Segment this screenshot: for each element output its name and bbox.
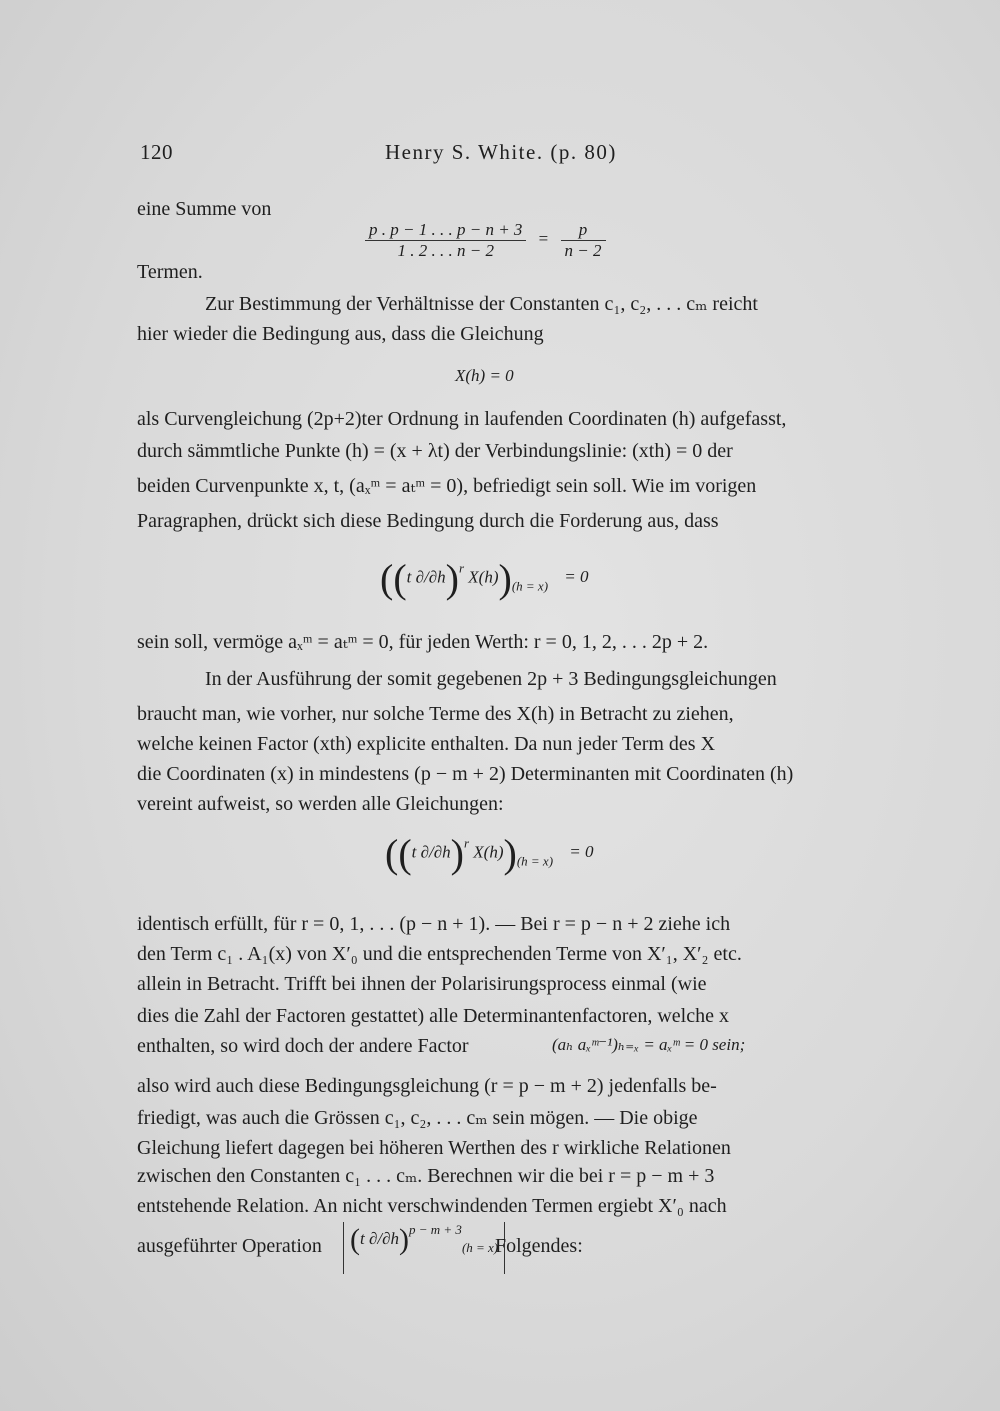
substitution: (h = x) xyxy=(461,1240,499,1255)
text-line: welche keinen Factor (xth) explicite enthalten. Da nun jeder Term des X xyxy=(137,733,716,755)
text-line: Paragraphen, drückt sich diese Bedingung durch die Forderung aus, dass xyxy=(137,510,719,532)
polynomial: X(h) xyxy=(468,567,499,587)
text-line: eine Summe von xyxy=(137,198,272,220)
substitution: (h = x) xyxy=(511,578,549,594)
text-line: als Curvengleichung (2p+2)ter Ordnung in laufenden Coordinaten (h) aufgefasst, xyxy=(137,408,787,430)
page-number: 120 xyxy=(140,140,173,164)
equation-polar-1: ((t ∂/∂h)$^r$ $X(h))_{(h = x)} = 0$ xyxy=(380,556,589,601)
fraction-numerator: p xyxy=(561,220,606,241)
text-line: ausgeführter Operation xyxy=(137,1235,322,1257)
equation-operation xyxy=(343,1222,505,1274)
text-line: friedigt, was auch die Grössen c₁, c₂, . . . cₘ sein mögen. — Die obige xyxy=(137,1107,698,1129)
text-line: Zur Bestimmung der Verhältnisse der Constanten c₁, c₂, . . . cₘ reicht xyxy=(205,293,758,315)
equation-factor: (aₕ aₓᵐ⁻¹)ₕ₌ₓ = aₓᵐ = 0 sein; xyxy=(552,1035,746,1054)
text-line: den Term c₁ . A₁(x) von X′₀ und die entsprechenden Terme von X′₁, X′₂ etc. xyxy=(137,943,742,965)
text-line: allein in Betracht. Trifft bei ihnen der Polarisirungsprocess einmal (wie xyxy=(137,973,707,995)
operation-bracket: (t ∂/∂h)$^{p - m + 3}_{(h = x)}$ xyxy=(343,1222,505,1274)
text-line: also wird auch diese Bedingungsgleichung (r = p − m + 2) jedenfalls be- xyxy=(137,1075,717,1097)
polynomial: X(h) xyxy=(473,842,504,862)
fraction-denominator: n − 2 xyxy=(564,241,602,260)
text-line: beiden Curvenpunkte x, t, (aₓᵐ = aₜᵐ = 0), befriedigt sein soll. Wie im vorigen xyxy=(137,475,757,497)
text-line: sein soll, vermöge aₓᵐ = aₜᵐ = 0, für jeden Werth: r = 0, 1, 2, . . . 2p + 2. xyxy=(137,631,709,653)
text-line: braucht man, wie vorher, nur solche Terme des X(h) in Betracht zu ziehen, xyxy=(137,703,734,725)
fraction-numerator: p . p − 1 . . . p − n + 3 xyxy=(365,220,526,241)
text-line: hier wieder die Bedingung aus, dass die Gleichung xyxy=(137,323,544,345)
exponent: r xyxy=(463,835,470,851)
fraction-right xyxy=(561,220,606,261)
operator: t ∂/∂h xyxy=(411,842,451,862)
equation-fraction xyxy=(365,220,606,261)
text-line: Folgendes: xyxy=(495,1235,583,1257)
operator: t ∂/∂h xyxy=(360,1229,399,1248)
rhs: = 0 xyxy=(569,842,594,862)
text-line: enthalten, so wird doch der andere Factor xyxy=(137,1035,469,1057)
text-line: Termen. xyxy=(137,261,203,283)
substitution: (h = x) xyxy=(516,853,554,869)
operator: t ∂/∂h xyxy=(406,567,446,587)
text-line: die Coordinaten (x) in mindestens (p − m + 2) Determinanten mit Coordinaten (h) xyxy=(137,763,794,785)
fraction-left xyxy=(365,220,526,261)
text-line: In der Ausführung der somit gegebenen 2p + 3 Bedingungsgleichungen xyxy=(205,668,777,690)
text-line: dies die Zahl der Factoren gestattet) alle Determinantenfactoren, welche x xyxy=(137,1005,729,1027)
equation-polar-2: ((t ∂/∂h)$^r$ $X(h))_{(h = x)} = 0$ xyxy=(385,831,594,876)
fraction-denominator: 1 . 2 . . . n − 2 xyxy=(397,241,494,260)
text-line: durch sämmtliche Punkte (h) = (x + λt) der Verbindungslinie: (xth) = 0 der xyxy=(137,440,733,462)
text-line: zwischen den Constanten c₁ . . . cₘ. Berechnen wir die bei r = p − m + 3 xyxy=(137,1165,715,1187)
equation-curve: X(h) = 0 xyxy=(455,366,514,385)
exponent: p − m + 3 xyxy=(409,1222,462,1237)
page-header xyxy=(140,140,860,174)
running-title: Henry S. White. (p. 80) xyxy=(385,140,617,164)
rhs: = 0 xyxy=(564,567,589,587)
text-line: identisch erfüllt, für r = 0, 1, . . . (p − n + 1). — Bei r = p − n + 2 ziehe ich xyxy=(137,913,731,935)
exponent: r xyxy=(458,560,465,576)
equals-sign: = xyxy=(538,229,549,249)
text-line: vereint aufweist, so werden alle Gleichungen: xyxy=(137,793,504,815)
text-line: Gleichung liefert dagegen bei höheren Werthen des r wirkliche Relationen xyxy=(137,1137,731,1159)
text-line: entstehende Relation. An nicht verschwindenden Termen ergiebt X′₀ nach xyxy=(137,1195,727,1217)
